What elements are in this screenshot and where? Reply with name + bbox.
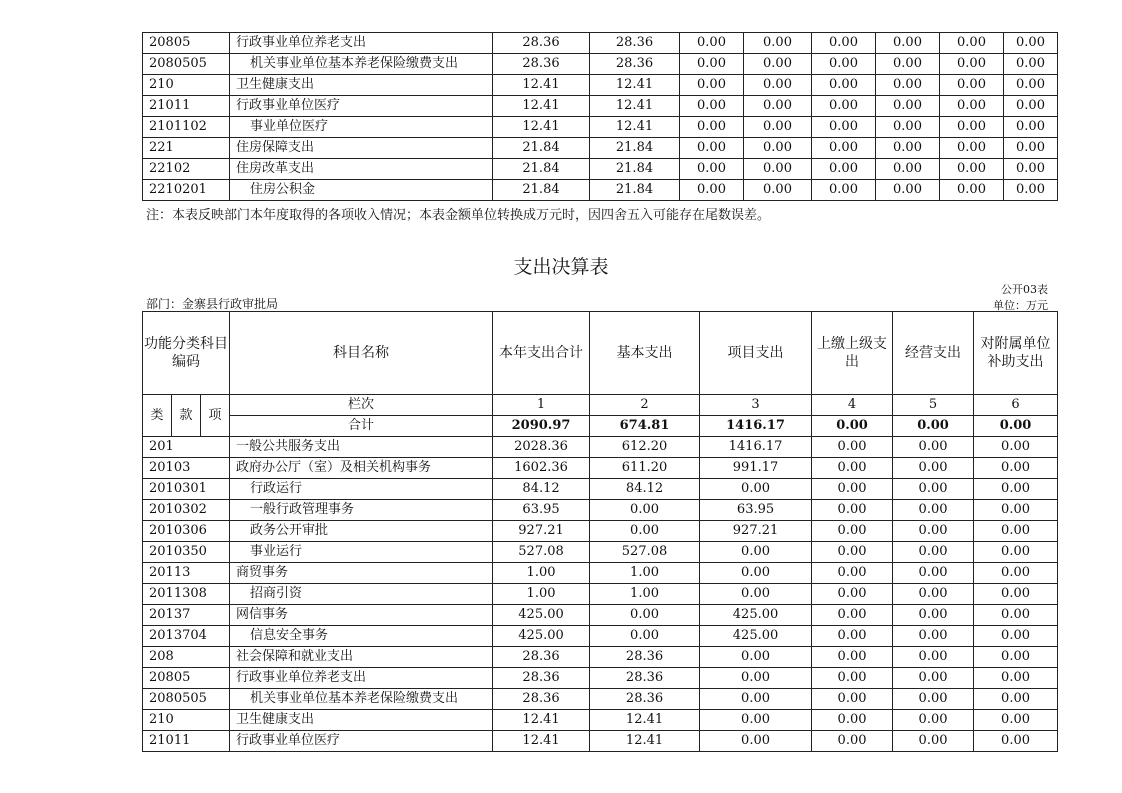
row-value: 12.41 — [493, 96, 590, 117]
row-value: 28.36 — [590, 647, 700, 668]
row-value: 0.00 — [812, 689, 893, 710]
row-value: 0.00 — [940, 138, 1004, 159]
row-code: 2010302 — [143, 500, 230, 521]
col-index: 5 — [893, 395, 974, 416]
row-value: 21.84 — [493, 180, 590, 201]
row-name: 政务公开审批 — [230, 521, 493, 542]
expenditure-table — [142, 311, 1058, 752]
row-value: 0.00 — [680, 138, 744, 159]
row-name: 一般行政管理事务 — [230, 500, 493, 521]
row-value: 927.21 — [700, 521, 812, 542]
row-value: 0.00 — [680, 117, 744, 138]
row-value: 28.36 — [493, 33, 590, 54]
row-value: 425.00 — [700, 626, 812, 647]
row-value: 0.00 — [812, 584, 893, 605]
row-code: 20103 — [143, 458, 230, 479]
row-value: 0.00 — [974, 563, 1058, 584]
row-value: 0.00 — [812, 75, 876, 96]
kuan-header: 款 — [172, 395, 201, 437]
row-name: 卫生健康支出 — [230, 75, 493, 96]
row-code: 2080505 — [143, 54, 230, 75]
row-value: 0.00 — [1004, 138, 1058, 159]
name-header: 科目名称 — [230, 312, 493, 395]
total-value: 0.00 — [974, 416, 1058, 437]
row-value: 0.00 — [590, 521, 700, 542]
row-name: 住房公积金 — [230, 180, 493, 201]
row-value: 0.00 — [940, 33, 1004, 54]
row-value: 12.41 — [590, 96, 680, 117]
row-value: 0.00 — [744, 117, 812, 138]
income-table-continued — [142, 32, 1058, 201]
row-value: 0.00 — [812, 605, 893, 626]
row-code: 22102 — [143, 159, 230, 180]
row-value: 0.00 — [700, 668, 812, 689]
row-value: 991.17 — [700, 458, 812, 479]
table-row — [143, 710, 1058, 731]
row-name: 商贸事务 — [230, 563, 493, 584]
row-value: 0.00 — [1004, 117, 1058, 138]
col-index: 2 — [590, 395, 700, 416]
row-value: 0.00 — [893, 626, 974, 647]
row-code: 208 — [143, 647, 230, 668]
row-value: 0.00 — [812, 710, 893, 731]
row-code: 21011 — [143, 96, 230, 117]
row-value: 0.00 — [974, 437, 1058, 458]
table-row — [143, 542, 1058, 563]
header-row — [143, 312, 1058, 395]
row-value: 0.00 — [744, 75, 812, 96]
row-value: 12.41 — [590, 710, 700, 731]
row-value: 0.00 — [680, 33, 744, 54]
col-index: 6 — [974, 395, 1058, 416]
row-value: 0.00 — [700, 563, 812, 584]
row-value: 1.00 — [493, 563, 590, 584]
row-value: 0.00 — [812, 159, 876, 180]
row-value: 0.00 — [812, 647, 893, 668]
table-row — [143, 479, 1058, 500]
row-value: 0.00 — [680, 75, 744, 96]
row-value: 63.95 — [493, 500, 590, 521]
row-value: 527.08 — [493, 542, 590, 563]
row-value: 0.00 — [974, 479, 1058, 500]
row-value: 84.12 — [493, 479, 590, 500]
table-row — [143, 75, 1058, 96]
unit-label: 单位：万元 — [993, 299, 1048, 312]
xiang-header: 项 — [201, 395, 230, 437]
col-header: 经营支出 — [893, 312, 974, 395]
row-code: 2010301 — [143, 479, 230, 500]
table-row — [143, 117, 1058, 138]
code-header: 功能分类科目编码 — [143, 312, 230, 395]
row-value: 0.00 — [812, 668, 893, 689]
row-code: 2010306 — [143, 521, 230, 542]
column-index-row — [143, 395, 1058, 416]
row-value: 0.00 — [700, 479, 812, 500]
row-value: 0.00 — [893, 731, 974, 752]
table-row — [143, 180, 1058, 201]
col-header: 项目支出 — [700, 312, 812, 395]
row-value: 611.20 — [590, 458, 700, 479]
row-value: 0.00 — [974, 500, 1058, 521]
row-value: 0.00 — [876, 33, 940, 54]
row-name: 行政运行 — [230, 479, 493, 500]
col-header: 基本支出 — [590, 312, 700, 395]
row-value: 0.00 — [812, 96, 876, 117]
row-value: 927.21 — [493, 521, 590, 542]
row-value: 28.36 — [590, 668, 700, 689]
row-value: 0.00 — [974, 710, 1058, 731]
row-name: 住房保障支出 — [230, 138, 493, 159]
row-value: 0.00 — [893, 563, 974, 584]
row-value: 21.84 — [590, 180, 680, 201]
row-value: 0.00 — [876, 75, 940, 96]
table-row — [143, 96, 1058, 117]
row-value: 28.36 — [493, 689, 590, 710]
row-value: 0.00 — [700, 689, 812, 710]
row-code: 20805 — [143, 33, 230, 54]
row-value: 0.00 — [1004, 54, 1058, 75]
row-code: 20113 — [143, 563, 230, 584]
row-name: 机关事业单位基本养老保险缴费支出 — [230, 54, 493, 75]
row-value: 0.00 — [974, 668, 1058, 689]
row-value: 0.00 — [700, 710, 812, 731]
row-name: 社会保障和就业支出 — [230, 647, 493, 668]
row-value: 0.00 — [812, 117, 876, 138]
row-value: 0.00 — [940, 54, 1004, 75]
row-value: 0.00 — [590, 605, 700, 626]
row-value: 0.00 — [700, 731, 812, 752]
row-value: 21.84 — [493, 138, 590, 159]
row-value: 0.00 — [812, 500, 893, 521]
row-value: 0.00 — [680, 96, 744, 117]
table-row — [143, 605, 1058, 626]
row-value: 0.00 — [812, 437, 893, 458]
row-value: 0.00 — [940, 180, 1004, 201]
row-name: 事业运行 — [230, 542, 493, 563]
table-row — [143, 689, 1058, 710]
row-value: 0.00 — [744, 159, 812, 180]
row-code: 201 — [143, 437, 230, 458]
row-value: 0.00 — [680, 54, 744, 75]
table-row — [143, 458, 1058, 479]
row-value: 0.00 — [974, 584, 1058, 605]
col-header: 对附属单位补助支出 — [974, 312, 1058, 395]
row-value: 0.00 — [1004, 159, 1058, 180]
row-value: 0.00 — [974, 542, 1058, 563]
row-value: 0.00 — [974, 626, 1058, 647]
row-value: 28.36 — [493, 647, 590, 668]
row-name: 行政事业单位养老支出 — [230, 33, 493, 54]
row-value: 0.00 — [590, 500, 700, 521]
row-value: 21.84 — [493, 159, 590, 180]
row-name: 机关事业单位基本养老保险缴费支出 — [230, 689, 493, 710]
table-row — [143, 731, 1058, 752]
row-value: 0.00 — [876, 138, 940, 159]
row-value: 28.36 — [590, 33, 680, 54]
row-value: 0.00 — [1004, 180, 1058, 201]
total-value: 0.00 — [893, 416, 974, 437]
row-value: 28.36 — [493, 668, 590, 689]
row-value: 0.00 — [940, 117, 1004, 138]
row-value: 425.00 — [493, 605, 590, 626]
total-row — [143, 416, 1058, 437]
lei-header: 类 — [143, 395, 172, 437]
row-value: 0.00 — [744, 54, 812, 75]
table-row — [143, 626, 1058, 647]
row-code: 210 — [143, 75, 230, 96]
row-value: 0.00 — [974, 521, 1058, 542]
row-value: 0.00 — [893, 689, 974, 710]
row-name: 事业单位医疗 — [230, 117, 493, 138]
row-value: 63.95 — [700, 500, 812, 521]
row-code: 2011308 — [143, 584, 230, 605]
row-value: 0.00 — [893, 521, 974, 542]
row-code: 20137 — [143, 605, 230, 626]
row-value: 1.00 — [493, 584, 590, 605]
row-value: 12.41 — [590, 117, 680, 138]
col-header: 上缴上级支出 — [812, 312, 893, 395]
row-value: 0.00 — [974, 689, 1058, 710]
table-row — [143, 437, 1058, 458]
row-value: 12.41 — [493, 710, 590, 731]
lanci-label: 栏次 — [230, 395, 493, 416]
row-value: 0.00 — [1004, 33, 1058, 54]
row-value: 0.00 — [876, 54, 940, 75]
table-row — [143, 54, 1058, 75]
department-label: 部门：金寨县行政审批局 — [146, 297, 279, 311]
row-value: 28.36 — [493, 54, 590, 75]
row-value: 425.00 — [700, 605, 812, 626]
form-number: 公开03表 — [1001, 283, 1048, 296]
row-value: 0.00 — [893, 542, 974, 563]
row-value: 0.00 — [744, 180, 812, 201]
row-name: 一般公共服务支出 — [230, 437, 493, 458]
row-value: 2028.36 — [493, 437, 590, 458]
row-value: 1416.17 — [700, 437, 812, 458]
row-value: 12.41 — [493, 75, 590, 96]
table-row — [143, 647, 1058, 668]
table-row — [143, 138, 1058, 159]
row-value: 1.00 — [590, 584, 700, 605]
table-row — [143, 563, 1058, 584]
total-value: 0.00 — [812, 416, 893, 437]
row-value: 0.00 — [812, 54, 876, 75]
total-value: 1416.17 — [700, 416, 812, 437]
row-value: 0.00 — [893, 437, 974, 458]
row-value: 0.00 — [893, 710, 974, 731]
row-value: 0.00 — [893, 647, 974, 668]
row-value: 0.00 — [940, 96, 1004, 117]
row-value: 12.41 — [590, 75, 680, 96]
row-value: 0.00 — [893, 584, 974, 605]
row-value: 0.00 — [876, 180, 940, 201]
total-value: 674.81 — [590, 416, 700, 437]
row-value: 0.00 — [744, 33, 812, 54]
row-name: 信息安全事务 — [230, 626, 493, 647]
row-code: 2010350 — [143, 542, 230, 563]
row-value: 0.00 — [893, 479, 974, 500]
row-value: 0.00 — [744, 138, 812, 159]
row-value: 0.00 — [812, 479, 893, 500]
table-row — [143, 521, 1058, 542]
row-value: 0.00 — [893, 458, 974, 479]
row-name: 行政事业单位养老支出 — [230, 668, 493, 689]
row-value: 84.12 — [590, 479, 700, 500]
row-value: 0.00 — [876, 117, 940, 138]
total-value: 2090.97 — [493, 416, 590, 437]
col-index: 1 — [493, 395, 590, 416]
col-header: 本年支出合计 — [493, 312, 590, 395]
row-value: 0.00 — [1004, 75, 1058, 96]
row-value: 612.20 — [590, 437, 700, 458]
row-value: 0.00 — [876, 96, 940, 117]
col-index: 3 — [700, 395, 812, 416]
table-row — [143, 33, 1058, 54]
row-value: 0.00 — [812, 626, 893, 647]
row-value: 0.00 — [940, 159, 1004, 180]
row-value: 0.00 — [700, 542, 812, 563]
row-value: 1.00 — [590, 563, 700, 584]
row-value: 425.00 — [493, 626, 590, 647]
row-value: 0.00 — [876, 159, 940, 180]
row-value: 0.00 — [812, 731, 893, 752]
page-title: 支出决算表 — [513, 256, 609, 278]
table-row — [143, 500, 1058, 521]
row-code: 2101102 — [143, 117, 230, 138]
row-value: 0.00 — [700, 647, 812, 668]
row-value: 0.00 — [700, 584, 812, 605]
row-value: 0.00 — [1004, 96, 1058, 117]
row-value: 0.00 — [974, 605, 1058, 626]
row-code: 221 — [143, 138, 230, 159]
table-note: 注：本表反映部门本年度取得的各项收入情况；本表金额单位转换成万元时，因四舍五入可能存在尾数误差。 — [146, 208, 771, 223]
row-code: 2013704 — [143, 626, 230, 647]
row-code: 21011 — [143, 731, 230, 752]
row-value: 0.00 — [974, 731, 1058, 752]
row-value: 28.36 — [590, 54, 680, 75]
row-value: 0.00 — [893, 500, 974, 521]
total-label: 合计 — [230, 416, 493, 437]
row-code: 2080505 — [143, 689, 230, 710]
col-index: 4 — [812, 395, 893, 416]
row-value: 12.41 — [590, 731, 700, 752]
row-value: 0.00 — [812, 458, 893, 479]
row-value: 0.00 — [893, 668, 974, 689]
row-value: 0.00 — [812, 180, 876, 201]
row-code: 210 — [143, 710, 230, 731]
row-value: 0.00 — [744, 96, 812, 117]
row-code: 2210201 — [143, 180, 230, 201]
row-value: 0.00 — [680, 159, 744, 180]
table-row — [143, 584, 1058, 605]
row-value: 12.41 — [493, 731, 590, 752]
table-row — [143, 159, 1058, 180]
row-value: 0.00 — [590, 626, 700, 647]
row-value: 0.00 — [974, 458, 1058, 479]
row-value: 0.00 — [974, 647, 1058, 668]
row-name: 住房改革支出 — [230, 159, 493, 180]
row-value: 12.41 — [493, 117, 590, 138]
row-value: 0.00 — [893, 605, 974, 626]
row-name: 行政事业单位医疗 — [230, 731, 493, 752]
row-name: 招商引资 — [230, 584, 493, 605]
row-value: 0.00 — [812, 542, 893, 563]
row-value: 28.36 — [590, 689, 700, 710]
row-value: 0.00 — [812, 138, 876, 159]
row-value: 0.00 — [940, 75, 1004, 96]
row-code: 20805 — [143, 668, 230, 689]
row-name: 卫生健康支出 — [230, 710, 493, 731]
row-name: 行政事业单位医疗 — [230, 96, 493, 117]
row-value: 21.84 — [590, 138, 680, 159]
row-value: 527.08 — [590, 542, 700, 563]
row-value: 1602.36 — [493, 458, 590, 479]
row-value: 0.00 — [812, 563, 893, 584]
row-value: 0.00 — [680, 180, 744, 201]
row-value: 21.84 — [590, 159, 680, 180]
row-name: 网信事务 — [230, 605, 493, 626]
row-name: 政府办公厅（室）及相关机构事务 — [230, 458, 493, 479]
row-value: 0.00 — [812, 33, 876, 54]
row-value: 0.00 — [812, 521, 893, 542]
table-row — [143, 668, 1058, 689]
